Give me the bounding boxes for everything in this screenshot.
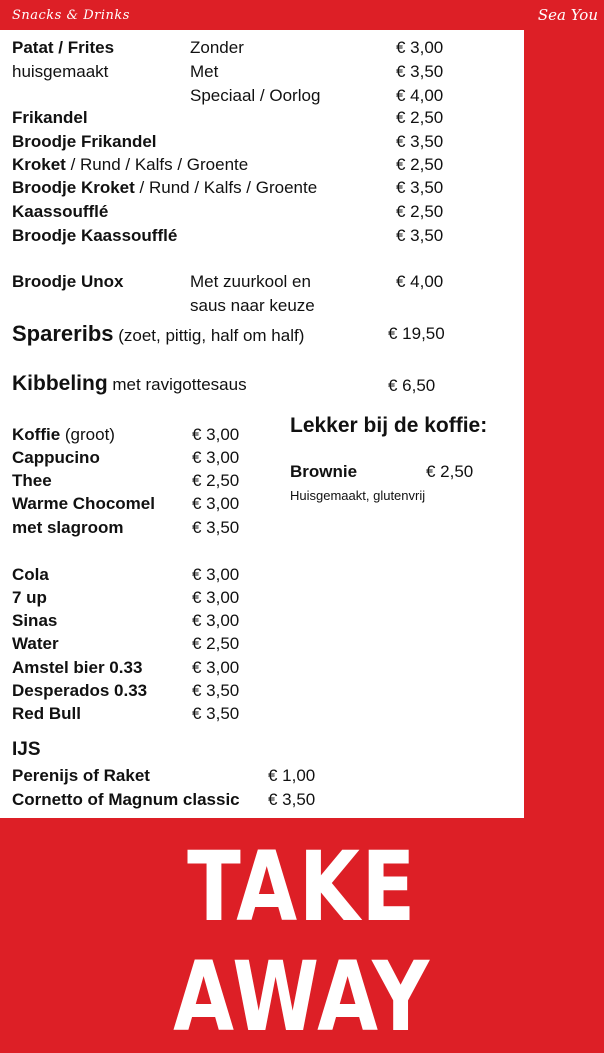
patat-name: Patat / Frites	[12, 38, 115, 57]
cold-drink-price: € 3,50	[192, 681, 240, 700]
patat-option-label: Zonder	[190, 38, 244, 57]
cold-drink-name: Amstel bier 0.33	[12, 658, 143, 677]
menu-panel	[0, 30, 524, 818]
unox-desc-2: saus naar keuze	[190, 296, 315, 315]
kroket-name: Kroket	[12, 155, 66, 174]
spareribs-name: Spareribs	[12, 321, 114, 346]
broodje-frikandel-price: € 3,50	[396, 132, 444, 151]
kibbeling-line	[12, 370, 247, 399]
kroket-line	[12, 155, 248, 175]
unox-desc-1: Met zuurkool en	[190, 272, 311, 291]
hot-drink-name: met slagroom	[12, 518, 124, 537]
cold-drink-name: Water	[12, 634, 59, 653]
patat-sub: huisgemaakt	[12, 62, 109, 81]
kaassouffle-price: € 2,50	[396, 202, 444, 221]
hot-drink-name: Cappucino	[12, 448, 100, 467]
hot-drink-name: Warme Chocomel	[12, 494, 155, 513]
ijs-heading: IJS	[12, 739, 41, 760]
cold-drink-price: € 3,00	[192, 658, 240, 677]
broodje-kaassouffle-price: € 3,50	[396, 226, 444, 245]
spareribs-line	[12, 320, 304, 350]
hot-drink-price: € 3,00	[192, 494, 240, 513]
cold-drink-price: € 3,50	[192, 704, 240, 723]
patat-option-label: Speciaal / Oorlog	[190, 86, 321, 105]
cold-drink-name: Sinas	[12, 611, 58, 630]
koffie-extra-heading: Lekker bij de koffie:	[290, 414, 488, 437]
hot-drink-price: € 3,50	[192, 518, 240, 537]
hot-drink-note: (groot)	[60, 425, 115, 444]
cold-drink-price: € 2,50	[192, 634, 240, 653]
cold-drink-name: Red Bull	[12, 704, 81, 723]
kroket-price: € 2,50	[396, 155, 444, 174]
brownie-price: € 2,50	[426, 462, 474, 481]
patat-option-price: € 3,00	[396, 38, 444, 57]
kibbeling-desc: met ravigottesaus	[107, 375, 247, 394]
ijs-item-price: € 1,00	[268, 766, 316, 785]
cold-drink-price: € 3,00	[192, 611, 240, 630]
kibbeling-price: € 6,50	[388, 376, 436, 395]
kroket-variants: / Rund / Kalfs / Groente	[65, 155, 249, 174]
hot-drink-name	[12, 425, 115, 445]
spareribs-desc: (zoet, pittig, half om half)	[113, 326, 305, 345]
ijs-item-name: Perenijs of Raket	[12, 766, 150, 785]
broodje-frikandel-name: Broodje Frikandel	[12, 132, 157, 151]
hot-drink-label: Koffie	[12, 425, 61, 444]
patat-option-label: Met	[190, 62, 219, 81]
ijs-item-price: € 3,50	[268, 790, 316, 809]
cold-drink-name: 7 up	[12, 588, 47, 607]
hot-drink-price: € 3,00	[192, 448, 240, 467]
patat-option-price: € 3,50	[396, 62, 444, 81]
ijs-item-name: Cornetto of Magnum classic	[12, 790, 240, 809]
kaassouffle-name: Kaassoufflé	[12, 202, 109, 221]
cold-drink-name: Desperados 0.33	[12, 681, 148, 700]
kibbeling-name: Kibbeling	[12, 372, 108, 395]
brownie-name: Brownie	[290, 462, 358, 481]
broodje-kaassouffle-name: Broodje Kaassoufflé	[12, 226, 178, 245]
hot-drink-name: Thee	[12, 471, 52, 490]
take-away-banner: TAKE AWAY	[173, 831, 431, 1053]
broodje-kroket-variants: / Rund / Kalfs / Groente	[134, 178, 318, 197]
hot-drink-price: € 2,50	[192, 471, 240, 490]
broodje-kroket-price: € 3,50	[396, 178, 444, 197]
frikandel-name: Frikandel	[12, 108, 88, 127]
cold-drink-price: € 3,00	[192, 588, 240, 607]
hot-drink-price: € 3,00	[192, 425, 240, 444]
cold-drink-name: Cola	[12, 565, 49, 584]
top-bar	[0, 0, 604, 30]
unox-name: Broodje Unox	[12, 272, 124, 291]
unox-price: € 4,00	[396, 272, 444, 291]
logo: Sea You	[537, 6, 598, 24]
frikandel-price: € 2,50	[396, 108, 444, 127]
brand-title: Snacks & Drinks	[12, 8, 130, 23]
brownie-note: Huisgemaakt, glutenvrij	[290, 488, 426, 503]
spareribs-price: € 19,50	[388, 324, 445, 343]
patat-option-price: € 4,00	[396, 86, 444, 105]
broodje-kroket-line	[12, 178, 317, 198]
cold-drink-price: € 3,00	[192, 565, 240, 584]
broodje-kroket-name: Broodje Kroket	[12, 178, 135, 197]
